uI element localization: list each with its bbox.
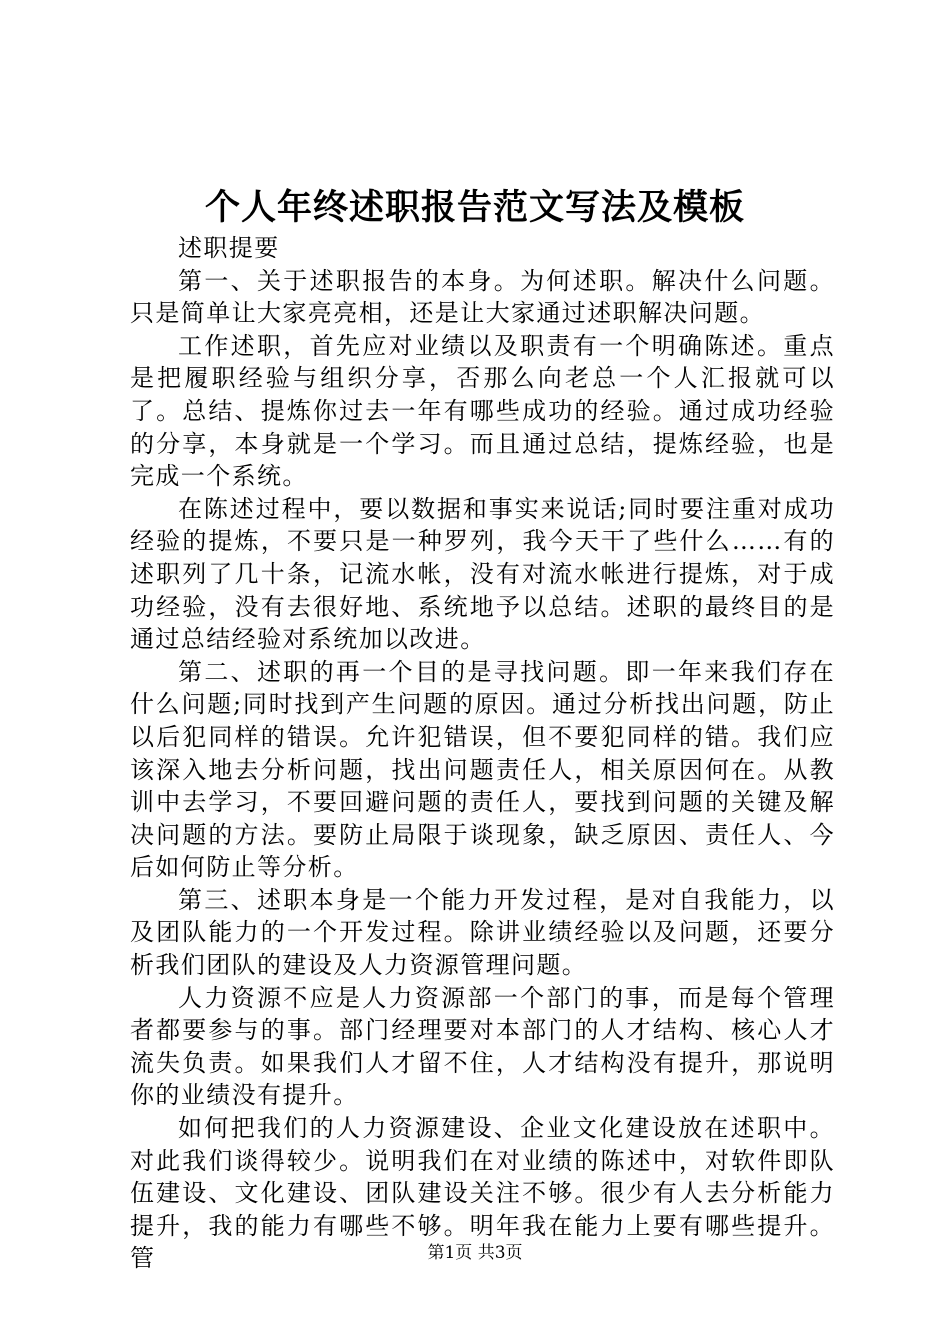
- paragraph: 如何把我们的人力资源建设、企业文化建设放在述职中。对此我们谈得较少。说明我们在对业绩的陈述中，对软件即队伍建设、文化建设、团队建设关注不够。很少有人去分析能力提升，我的能力有哪些不够。明年我在能力上要有哪些提升。管: [130, 1114, 835, 1273]
- document-body: [130, 232, 835, 1275]
- paragraph: 在陈述过程中，要以数据和事实来说话;同时要注重对成功经验的提炼，不要只是一种罗列，我今天干了些什么……有的述职列了几十条，记流水帐，没有对流水帐进行提炼，对于成功经验，没有去很好地、系统地予以总结。述职的最终目的是通过总结经验对系统加以改进。: [130, 494, 835, 654]
- document-title: 个人年终述职报告范文写法及模板: [204, 187, 745, 228]
- paragraph: 人力资源不应是人力资源部一个部门的事，而是每个管理者都要参与的事。部门经理要对本部门的人才结构、核心人才流失负责。如果我们人才留不住，人才结构没有提升，那说明你的业绩没有提升。: [130, 983, 835, 1110]
- page-footer: 第1页 共3页: [427, 1243, 523, 1263]
- paragraph: 述职提要: [178, 234, 280, 262]
- paragraph: 工作述职，首先应对业绩以及职责有一个明确陈述。重点是把履职经验与组织分享，否那么向老总一个人汇报就可以了。总结、提炼你过去一年有哪些成功的经验。通过成功经验的分享，本身就是一个学习。而且通过总结，提炼经验，也是完成一个系统。: [130, 331, 835, 491]
- paragraph: 第三、述职本身是一个能力开发过程，是对自我能力，以及团队能力的一个开发过程。除讲业绩经验以及问题，还要分析我们团队的建设及人力资源管理问题。: [130, 885, 835, 980]
- paragraph: 第一、关于述职报告的本身。为何述职。解决什么问题。只是简单让大家亮亮相，还是让大家通过述职解决问题。: [130, 266, 835, 328]
- paragraph: 第二、述职的再一个目的是寻找问题。即一年来我们存在什么问题;同时找到产生问题的原因。通过分析找出问题，防止以后犯同样的错误。允许犯错误，但不要犯同样的错。我们应该深入地去分析问题，找出问题责任人，相关原因何在。从教训中去学习，不要回避问题的责任人，要找到问题的关键及解决问题的方法。要防止局限于谈现象，缺乏原因、责任人、今后如何防止等分析。: [130, 657, 835, 882]
